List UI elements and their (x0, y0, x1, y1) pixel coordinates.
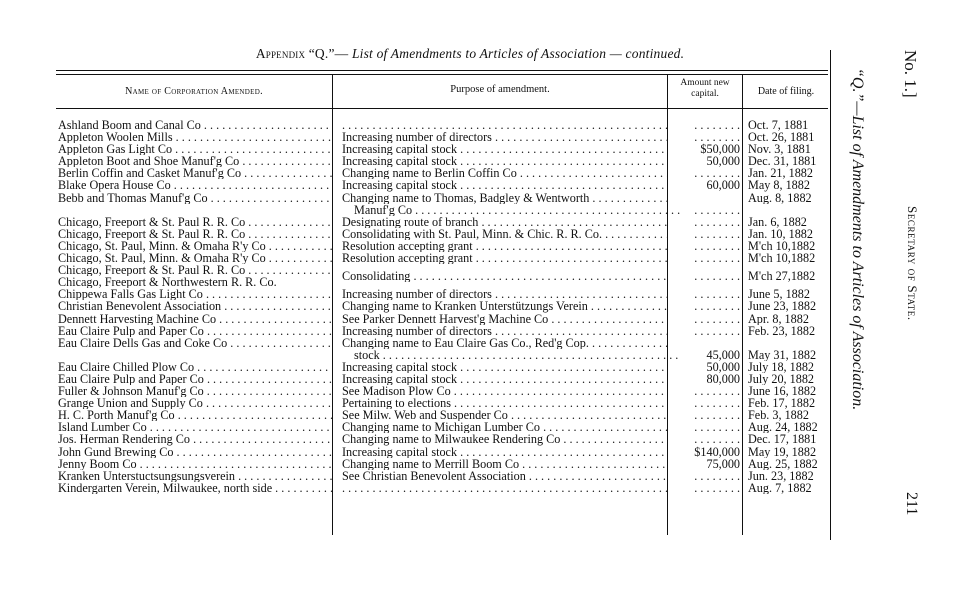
amount-new-capital: . . . . . . . . (694, 481, 740, 494)
corporation-name: Eau Claire Chilled Plow Co . . . (58, 361, 332, 373)
issue-number: No. 1.] (901, 50, 920, 98)
filing-date: Aug. 24, 1882 (748, 421, 818, 434)
amount-new-capital: 50,000 (706, 155, 740, 168)
table-row (56, 119, 828, 131)
table-row (56, 216, 828, 228)
filing-date: Jun. 23, 1882 (748, 469, 814, 482)
filing-date: M'ch 10,1882 (748, 239, 816, 253)
table-row (56, 252, 828, 264)
filing-date: Apr. 8, 1882 (748, 312, 809, 325)
corporation-name: Appleton Boot and Shoe Manuf'g Co . . . (58, 155, 332, 167)
amendment-purpose: See Christian Benevolent Association . . . (342, 470, 668, 482)
amount-new-capital: . . . . . . . . (694, 252, 740, 265)
amendment-purpose: Resolution accepting grant . . . (342, 252, 668, 264)
table-row (56, 179, 828, 191)
filing-date: Nov. 3, 1881 (748, 143, 811, 156)
filing-date: Jan. 10, 1882 (748, 227, 813, 240)
corporation-name: Appleton Gas Light Co . . . (58, 143, 332, 155)
amendment-purpose: See Milw. Web and Suspender Co . . . (342, 409, 668, 421)
corporation-name: H. C. Porth Manuf'g Co . . . (58, 409, 332, 421)
amendment-purpose: Consolidating with St. Paul, Minn. & Chic. R. R. Co. . . . (342, 228, 668, 240)
corporation-name: Kranken Unterstuctsungsungsverein . . . (58, 470, 332, 482)
filing-date: Aug. 7, 1882 (748, 481, 812, 494)
amount-new-capital: $50,000 (700, 143, 740, 156)
filing-date: Feb. 3, 1882 (748, 409, 809, 422)
amendment-purpose (342, 119, 668, 131)
page-number: 211 (903, 492, 920, 516)
heading-title: List of Amendments to Articles of Association (351, 46, 607, 61)
page-heading (210, 46, 730, 62)
table-row (56, 421, 828, 433)
filing-date: M'ch 10,1882 (748, 252, 816, 265)
top-rule-double (56, 74, 828, 75)
amount-new-capital: . . . . . . . . (694, 421, 740, 434)
column-header-amount: Amount new capital. (680, 78, 730, 99)
amount-new-capital: . . . . . . . . (694, 433, 740, 446)
amendment-purpose: See Parker Dennett Harvest'g Machine Co . . . (342, 313, 668, 325)
corporation-name: Chicago, St. Paul, Minn. & Omaha R'y Co . . . (58, 252, 332, 264)
corporation-name: Chicago, Freeport & St. Paul R. R. Co . . . (58, 228, 332, 240)
table-row (56, 155, 828, 167)
corporation-name: Chicago, Freeport & St. Paul R. R. Co . . . (58, 264, 332, 276)
corporation-name: Island Lumber Co . . . (58, 421, 332, 433)
filing-date: June 23, 1882 (748, 300, 817, 313)
corporation-name: Eau Claire Pulp and Paper Co . . . (58, 325, 332, 337)
filing-date: July 18, 1882 (748, 360, 815, 373)
table-row (56, 131, 828, 143)
amendment-purpose: stock . . . (342, 349, 680, 361)
heading-suffix: — continued. (606, 46, 685, 61)
amendment-purpose: Increasing capital stock . . . (342, 446, 668, 458)
table-row (56, 409, 828, 421)
corporation-name: Appleton Woolen Mills . . . (58, 131, 332, 143)
table-row (56, 228, 828, 240)
column-header-date: Date of filing. (757, 86, 815, 97)
table-row (56, 300, 828, 312)
filing-date: Feb. 23, 1882 (748, 324, 816, 337)
heading-prefix: Appendix “Q.”— (255, 46, 349, 61)
corporation-name: Chicago, Freeport & Northwestern R. R. Co. (58, 276, 277, 289)
corporation-name: Jenny Boom Co . . . (58, 458, 332, 470)
amendment-purpose: Increasing capital stock . . . (342, 143, 668, 155)
table-row (56, 143, 828, 155)
amendment-purpose (342, 482, 668, 494)
amendment-purpose: Increasing capital stock . . . (342, 179, 668, 191)
table-row (56, 313, 828, 325)
amendment-purpose: Changing name to Berlin Coffin Co . . . (342, 167, 668, 179)
amendment-purpose: Changing name to Michigan Lumber Co . . . (342, 421, 668, 433)
corporation-name: Eau Claire Dells Gas and Coke Co . . . (58, 337, 332, 349)
corporation-name: Chicago, St. Paul, Minn. & Omaha R'y Co . . . (58, 240, 332, 252)
corporation-name: Bebb and Thomas Manuf'g Co . . . (58, 192, 332, 204)
corporation-name: Ashland Boom and Canal Co . . . (58, 119, 332, 131)
table-row (56, 482, 828, 494)
amendment-purpose: Changing name to Merrill Boom Co . . . (342, 458, 668, 470)
table-row (56, 167, 828, 179)
amendment-purpose: Increasing capital stock . . . (342, 155, 668, 167)
table-row (56, 433, 828, 445)
corporation-name: John Gund Brewing Co . . . (58, 446, 332, 458)
corporation-name: Berlin Coffin and Casket Manuf'g Co . . . (58, 167, 332, 179)
amount-new-capital: . . . . . . . . (694, 300, 740, 313)
amendment-purpose: Increasing number of directors . . . (342, 288, 668, 300)
amount-new-capital: . . . . . . . . (694, 215, 740, 228)
amount-new-capital: 80,000 (706, 372, 740, 386)
amendment-purpose: Manuf'g Co . . . (342, 204, 680, 216)
corporation-name: Blake Opera House Co . . . (58, 179, 332, 191)
running-head: Secretary of State. (905, 206, 920, 321)
amendments-table (56, 119, 828, 494)
side-rule (830, 50, 831, 540)
table-row (56, 192, 828, 216)
filing-date: Oct. 7, 1881 (748, 119, 809, 132)
filing-date: July 20, 1882 (748, 372, 815, 386)
amendment-purpose: Consolidating . . . (342, 270, 668, 282)
filing-date: June 16, 1882 (748, 385, 817, 398)
filing-date: Jan. 21, 1882 (748, 167, 813, 180)
filing-date: Feb. 17, 1882 (748, 397, 816, 410)
table-row (56, 397, 828, 409)
column-header-name: Name of Corporation Amended. (125, 86, 263, 97)
amendment-purpose: Changing name to Eau Claire Gas Co., Red'g Cop. . . . (342, 337, 668, 349)
amount-new-capital: . . . . . . . . (694, 203, 740, 216)
table-row (56, 446, 828, 458)
top-rule (56, 70, 828, 71)
filing-date: May 31, 1882 (748, 348, 817, 361)
table-row (56, 264, 828, 288)
amendment-purpose: Resolution accepting grant . . . (342, 240, 668, 252)
amendment-purpose: Pertaining to elections . . . (342, 397, 668, 409)
amount-new-capital: $140,000 (694, 445, 740, 458)
amount-new-capital: 45,000 (706, 348, 740, 361)
table-row (56, 337, 828, 361)
amendment-purpose: Designating route of branch . . . (342, 216, 668, 228)
filing-date: Jan. 6, 1882 (748, 215, 807, 228)
amount-new-capital: 75,000 (706, 457, 740, 470)
amount-new-capital: . . . . . . . . (694, 469, 740, 482)
table-row (56, 373, 828, 385)
amount-new-capital: . . . . . . . . (694, 312, 740, 325)
amount-new-capital: . . . . . . . . (694, 227, 740, 240)
corporation-name: Grange Union and Supply Co . . . (58, 397, 332, 409)
filing-date: Aug. 25, 1882 (748, 457, 818, 470)
amount-new-capital: . . . . . . . . (694, 324, 740, 337)
amount-new-capital: . . . . . . . . (694, 270, 740, 283)
amount-new-capital: . . . . . . . . (694, 385, 740, 398)
amount-new-capital: . . . . . . . . (694, 167, 740, 180)
vertical-title: “Q.”—List of Amendments to Articles of Association. (849, 68, 866, 411)
corporation-name: Kindergarten Verein, Milwaukee, north side . . . (58, 482, 332, 494)
filing-date: May 19, 1882 (748, 445, 817, 458)
amendment-purpose: Increasing capital stock . . . (342, 361, 668, 373)
header-rule (56, 108, 828, 109)
amount-new-capital: . . . . . . . . (694, 119, 740, 132)
table-row (56, 458, 828, 470)
table-row (56, 361, 828, 373)
corporation-name: Chicago, Freeport & St. Paul R. R. Co . . . (58, 216, 332, 228)
filing-date: Dec. 17, 1881 (748, 433, 817, 446)
filing-date: Dec. 31, 1881 (748, 155, 817, 168)
amount-new-capital: . . . . . . . . (694, 397, 740, 410)
amendment-purpose: Changing name to Kranken Unterstützungs Verein . . . (342, 300, 668, 312)
amendment-purpose: Changing name to Thomas, Badgley & Wentworth . . . (342, 192, 668, 204)
amendment-purpose: See Madison Plow Co . . . (342, 385, 668, 397)
table-row (56, 288, 828, 300)
table-row (56, 240, 828, 252)
amount-new-capital: 50,000 (706, 360, 740, 373)
corporation-name: Jos. Herman Rendering Co . . . (58, 433, 332, 445)
amount-new-capital: . . . . . . . . (694, 131, 740, 144)
table-row (56, 470, 828, 482)
amount-new-capital: . . . . . . . . (694, 288, 740, 301)
amendment-purpose: Increasing capital stock . . . (342, 373, 668, 385)
amendment-purpose: Changing name to Milwaukee Rendering Co . . . (342, 433, 668, 445)
column-header-purpose: Purpose of amendment. (450, 84, 550, 95)
amendment-purpose: Increasing number of directors . . . (342, 131, 668, 143)
amount-new-capital: . . . . . . . . (694, 239, 740, 253)
amount-new-capital: . . . . . . . . (694, 409, 740, 422)
filing-date: June 5, 1882 (748, 288, 810, 301)
amendment-purpose: Increasing number of directors . . . (342, 325, 668, 337)
filing-date: May 8, 1882 (748, 179, 810, 192)
corporation-name: Fuller & Johnson Manuf'g Co . . . (58, 385, 332, 397)
filing-date: Oct. 26, 1881 (748, 131, 815, 144)
filing-date: Aug. 8, 1882 (748, 191, 812, 204)
corporation-name: Eau Claire Pulp and Paper Co . . . (58, 373, 332, 385)
table-row (56, 325, 828, 337)
corporation-name: Christian Benevolent Association . . . (58, 300, 332, 312)
table-row (56, 385, 828, 397)
corporation-name: Dennett Harvesting Machine Co . . . (58, 313, 332, 325)
corporation-name: Chippewa Falls Gas Light Co . . . (58, 288, 332, 300)
amount-new-capital: 60,000 (706, 179, 740, 192)
filing-date: M'ch 27,1882 (748, 270, 816, 283)
